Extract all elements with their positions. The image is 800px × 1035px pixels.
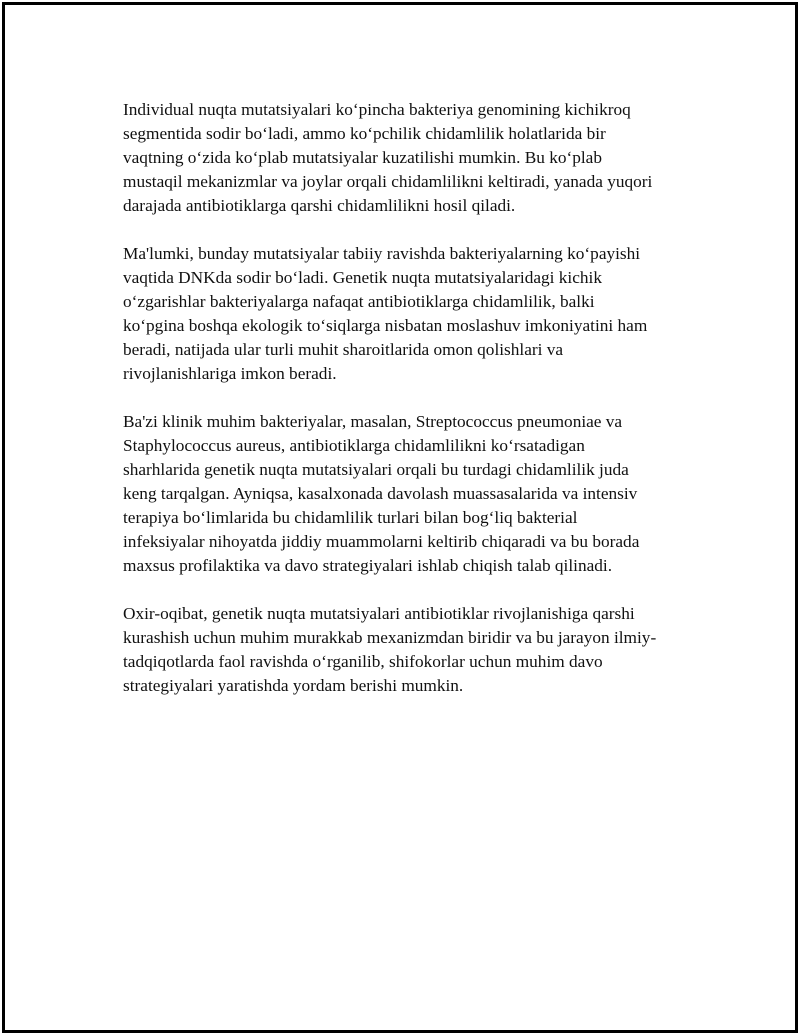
paragraph-4 [123,602,698,698]
text-line: o‘zgarishlar bakteriyalarga nafaqat antibiotiklarga chidamlilik, balki [123,292,595,311]
paragraph-1 [123,98,698,218]
page-frame [2,2,798,1033]
text-line: Ba'zi klinik muhim bakteriyalar, masalan, Streptococcus pneumoniae va [123,412,623,431]
text-line: vaqtida DNKda sodir bo‘ladi. Genetik nuqta mutatsiyalaridagi kichik [123,268,602,287]
text-line: Ma'lumki, bunday mutatsiyalar tabiiy ravishda bakteriyalarning ko‘payishi [123,244,641,263]
text-line: tadqiqotlarda faol ravishda o‘rganilib, shifokorlar uchun muhim davo [123,652,603,671]
text-line: rivojlanishlariga imkon beradi. [123,364,337,383]
text-line: ko‘pgina boshqa ekologik to‘siqlarga nisbatan moslashuv imkoniyatini ham [123,316,648,335]
text-line: beradi, natijada ular turli muhit sharoitlarida omon qolishlari va [123,340,564,359]
text-line: terapiya bo‘limlarida bu chidamlilik turlari bilan bog‘liq bakterial [123,508,578,527]
text-line: sharhlarida genetik nuqta mutatsiyalari orqali bu turdagi chidamlilik juda [123,460,629,479]
text-line: infeksiyalar nihoyatda jiddiy muammolarni keltirib chiqaradi va bu borada [123,532,640,551]
text-line: vaqtning o‘zida ko‘plab mutatsiyalar kuzatilishi mumkin. Bu ko‘plab [123,148,602,167]
text-line: segmentida sodir bo‘ladi, ammo ko‘pchilik chidamlilik holatlarida bir [123,124,606,143]
text-line: strategiyalari yaratishda yordam berishi mumkin. [123,676,464,695]
text-line: keng tarqalgan. Ayniqsa, kasalxonada davolash muassasalarida va intensiv [123,484,638,503]
text-line: maxsus profilaktika va davo strategiyalari ishlab chiqish talab qilinadi. [123,556,613,575]
document-body [123,98,698,722]
text-line: Individual nuqta mutatsiyalari ko‘pincha bakteriya genomining kichikroq [123,100,631,119]
text-line: Staphylococcus aureus, antibiotiklarga chidamlilikni ko‘rsatadigan [123,436,585,455]
text-line: kurashish uchun muhim murakkab mexanizmdan biridir va bu jarayon ilmiy- [123,628,657,647]
paragraph-3 [123,410,698,578]
paragraph-2 [123,242,698,386]
text-line: Oxir-oqibat, genetik nuqta mutatsiyalari antibiotiklar rivojlanishiga qarshi [123,604,635,623]
text-line: darajada antibiotiklarga qarshi chidamlilikni hosil qiladi. [123,196,516,215]
text-line: mustaqil mekanizmlar va joylar orqali chidamlilikni keltiradi, yanada yuqori [123,172,653,191]
